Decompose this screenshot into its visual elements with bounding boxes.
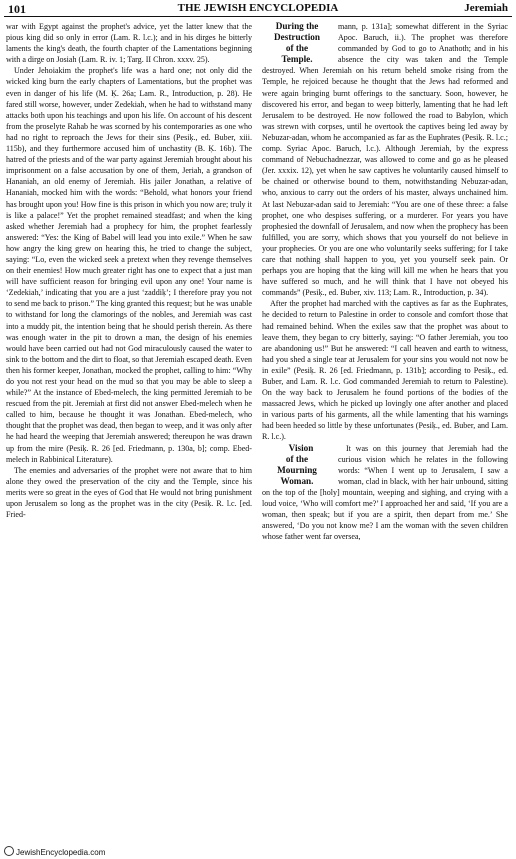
sidenote-line: Temple. — [281, 54, 313, 65]
right-column — [262, 21, 508, 847]
footer-source[interactable]: JewishEncyclopedia.com — [16, 848, 106, 857]
running-title: THE JEWISH ENCYCLOPEDIA — [177, 2, 339, 14]
sidenote-line: Woman. — [280, 475, 314, 486]
paragraph: war with Egypt against the prophet's advice, yet the latter knew that the pious king did so only in error (Lam. R. l.c.); and in his dirges he bitterly laments the king's death, the fourth chapter of the Lamentations beginning with a dirge on Josiah (Lam. R. iv. 1; Targ. II Chron. xxxv. 25). — [6, 22, 252, 65]
left-column — [6, 21, 252, 847]
sidenote-line: Mourning — [277, 464, 317, 475]
copyright-icon — [4, 846, 14, 856]
sidenote-line: Vision — [288, 442, 314, 453]
paragraph — [262, 443, 508, 543]
paragraph: Under Jehoiakim the prophet's life was a hard one; not only did the wicked king burn the early chapters of Lamentations, but the prophet was even in danger of his life (M. Ḳ. 26a; Lam. R., Introduction, p. 28). He fared still worse, however, under Zedekiah, when he had to withstand many attacks both upon his teachings and upon his life. On account of his descent from the proselyte Rahab he was scorned by his contemporaries as one who had no right to reproach the Jews for their sins (Pesiḳ., ed. Buber, xiii. 115b), and they furthermore accused him of unchastity (B. Ḳ. 16b). The hatred of the priests and of the war party against Jeremiah brought about his imprisonment on a false accusation by one of them, Jeriah, a grandson of Hananiah, an old enemy of Jeremiah. His jailer Jonathan, a relative of Hananiah, mocked him with the words: “Behold, what honors your friend has brought upon you! How fine is this prison in which you now are; truly it is like a palace!” Yet the prophet remained steadfast; and when the king asked whether Jeremiah had a prophecy for him, the prophet fearlessly answered: “Yes: the King of Babel will lead you into exile.” When he saw how angry the king grew on hearing this, he tried to change the subject, saying: “Lo, even the wicked seek a pretext when they revenge themselves on their enemies! How much greater right has one to expect that a just man will have sufficient reason for bringing evil upon any one! Your name is ‘Zedekiah,’ indicating that you are a just ‘zaddiḳ’; I therefore pray you not to send me back to prison.” The king granted this request; but he was unable to withstand for long the clamorings of the nobles, and Jeremiah was cast into a muddy pit, the intention being that he should perish therein. As there was enough water in the pit to drown a man, the design of his enemies would have been carried out had not God miraculously caused the water to sink to the bottom and the dirt to float, so that Jeremiah escaped death. Even then his former keeper, Jonathan, mocked the prophet, calling to him: “Why do you not rest your head on the mud so that you may be able to sleep a while?” At the instance of Ebed-melech, the king permitted Jeremiah to be rescued from the pit. Jeremiah at first did not answer Ebed-melech when he called to him, because he thought it was Jonathan. Ebed-melech, who thought that the prophet was dead, then began to weep, and it was only after he had heard the weeping that Jeremiah answered; thereupon he was drawn up from the mire (Pesiḳ. R. 26 [ed. Friedmann, p. 130a, b]; comp. Ebed-melech in Rabbinical Literature). — [6, 66, 252, 464]
header-word: Jeremiah — [464, 2, 508, 14]
sidenote-line: of the — [285, 453, 309, 464]
paragraph-text: mann, p. 131a]; somewhat different in the Syriac Apoc. Baruch, ii.). The prophet was therefore commanded by God to go to Anathoth; and in his absence the city was taken and the Temple destroyed. When Jeremiah on his return beheld smoke rising from the Temple, he rejoiced because he thought that the Jews had reformed and were again bringing burnt offerings to the sanctuary. Soon, however, he discovered his error, and began to weep bitterly, lamenting that he had left Jerusalem to be destroyed. He now followed the road to Babylon, which was strewn with corpses, until he overtook the captives being led away by Nebuzar-adan, whom he accompanied as far as the Euphrates (Pesiḳ. R. l.c.; comp. Syriac Apoc. Baruch, l.c.). Although Jeremiah, by the express command of Nebuchadnezzar, was allowed to come and go as he pleased (Jer. xxxix. 12), yet when he saw captives he voluntarily caused himself to be chained or otherwise bound to them, notwithstanding Nebuzar-adan, who, anxious to carry out the orders of his master, always unchained him. At last Nebuzar-adan said to Jeremiah: “You are one of these three: a false prophet, one who despises suffering, or a murderer. For years you have prophesied the downfall of Jerusalem, and now when the prophecy has been fulfilled, you are sorry, which shows that you yourself do not believe in your prophecies. Or you are one who voluntarily seeks suffering; for I take care that nothing shall happen to you, yet you yourself seek pain. Or perhaps you are hoping that the king will kill me when he hears that you have suffered so much, and he will think that I have not obeyed his commands” (Pesiḳ., ed. Buber, xiv. 113; Lam. R., Introduction, p. 34). — [262, 22, 508, 298]
sidenote-line: During the — [275, 21, 319, 31]
sidenote-line: Destruction — [274, 32, 320, 43]
footer — [4, 846, 105, 857]
page-number: 101 — [8, 2, 26, 16]
paragraph-text: It was on this journey that Jeremiah had the curious vision which he relates in the following words: “When I went up to Jerusalem, I saw a woman, clad in black, with her hair unbound, sitting on the top of the [holy] mountain, weeping and sighing, and crying with a loud voice, ‘Who will comfort me?’ I approached her and said, ‘If you are a woman, then speak; but if you are a spirit, then depart from me.’ She answered, ‘Do you not know me? I am the woman with the seven children whose father went far oversea, — [262, 443, 508, 542]
sidenote-destruction — [262, 21, 332, 65]
paragraph — [262, 21, 508, 298]
sidenote-vision — [262, 443, 332, 487]
header-rule — [4, 16, 512, 17]
paragraph: After the prophet had marched with the captives as far as the Euphrates, he decided to return to Palestine in order to console and comfort those that had remained behind. When the exiles saw that the prophet was about to leave them, they began to cry bitterly, saying: “O father Jeremiah, you too are abandoning us!” But he answered: “I call heaven and earth to witness, had you shed a single tear at Jerusalem for your sins you would not now be in exile” (Pesiḳ. R. 26 [ed. Friedmann, p. 131b]; according to Pesiḳ., ed. Buber, and Lam. R. l.c. God commanded Jeremiah to return to Palestine). On the way back to Jerusalem he found portions of the bodies of the massacred Jews, which he picked up lovingly one after another and placed in various parts of his garments, all the while lamenting that his warnings had been heeded so little by these unfortunates (Pesiḳ., ed. Buber, and Lam. R. l.c.). — [262, 299, 508, 442]
paragraph: The enemies and adversaries of the prophet were not aware that to him alone they owed the preservation of the city and the Temple, since his merits were so great in the eyes of God that He would not bring punishment upon Jerusalem so long as the prophet was in the city (Pesiḳ. R. l.c. [ed. Fried- — [6, 465, 252, 520]
sidenote-line: of the — [285, 43, 309, 54]
